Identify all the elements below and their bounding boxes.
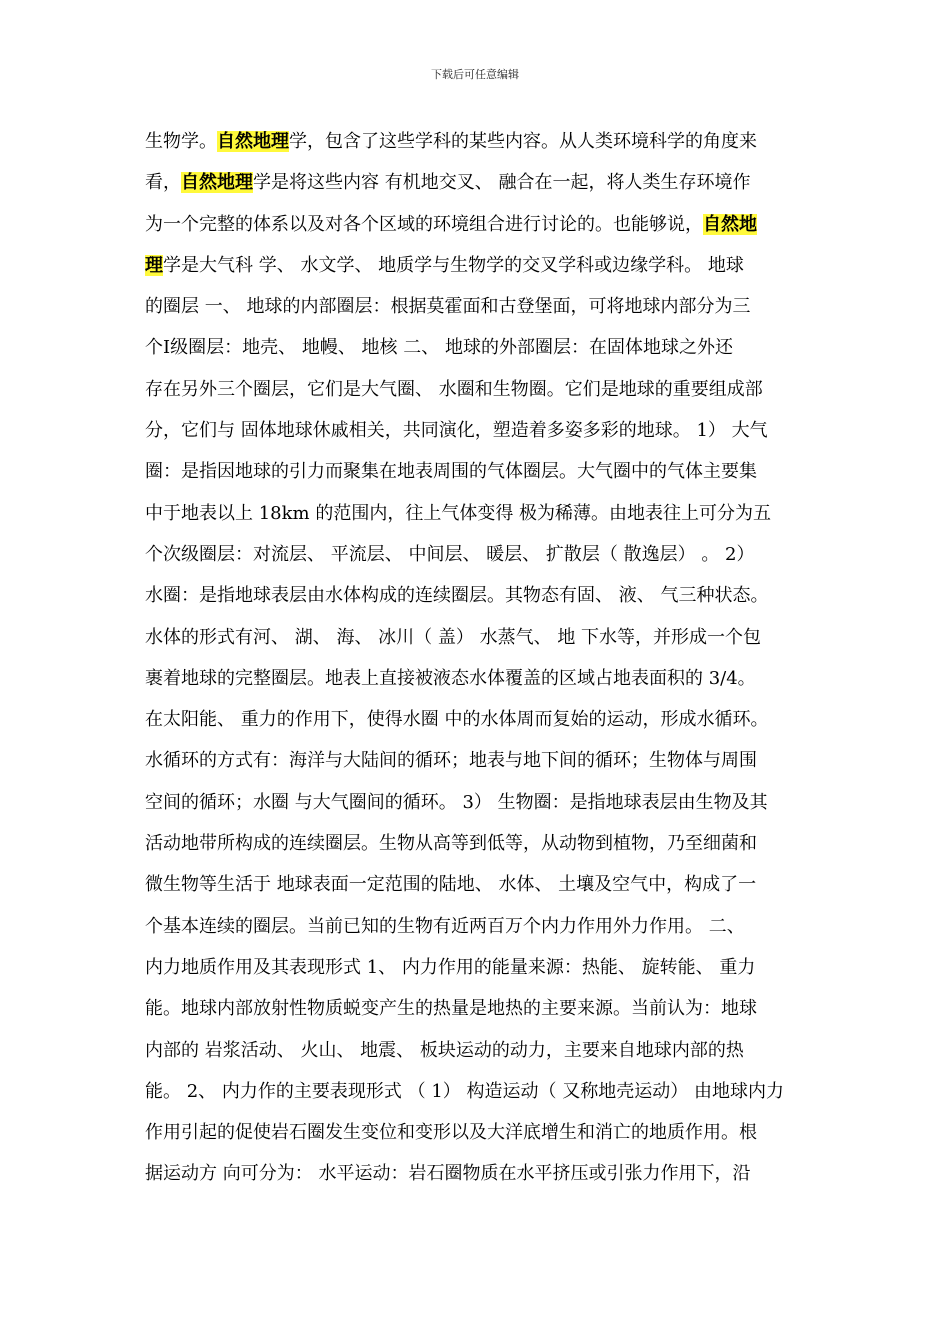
text-run: 看， xyxy=(145,172,181,194)
text-line xyxy=(145,823,835,864)
text-line xyxy=(145,1112,835,1153)
text-line xyxy=(145,906,835,947)
text-line xyxy=(145,1030,835,1071)
text-run: 水循环的方式有：海洋与大陆间的循环；地表与地下间的循环；生物体与周围 xyxy=(145,750,757,772)
text-line xyxy=(145,493,835,534)
text-line xyxy=(145,699,835,740)
text-line xyxy=(145,782,835,823)
highlighted-term: 自然地理 xyxy=(217,131,289,152)
text-run: 学是将这些内容 有机地交叉、 融合在一起，将人类生存环境作 xyxy=(253,172,751,194)
text-run: 学是大气科 学、 水文学、 地质学与生物学的交叉学科或边缘学科。 地球 xyxy=(163,254,744,276)
text-run: 学，包含了这些学科的某些内容。从人类环境科学的角度来 xyxy=(289,131,757,152)
text-line xyxy=(145,286,835,327)
text-run: 个基本连续的圈层。当前已知的生物有近两百万个内力作用外力作用。 二、 xyxy=(145,915,745,937)
text-run: 生物学。 xyxy=(145,131,217,152)
text-run: 作用引起的促使岩石圈发生变位和变形以及大洋底增生和消亡的地质作用。根 xyxy=(145,1122,757,1144)
text-line xyxy=(145,245,835,286)
text-run: 个次级圈层：对流层、 平流层、 中间层、 暖层、 扩散层（ 散逸层） 。 2） xyxy=(145,543,755,565)
text-run: 圈：是指因地球的引力而聚集在地表周围的气体圈层。大气圈中的气体主要集 xyxy=(145,461,757,483)
text-run: 微生物等生活于 地球表面一定范围的陆地、 水体、 土壤及空气中，构成了一 xyxy=(145,874,757,896)
text-run: 存在另外三个圈层，它们是大气圈、 水圈和生物圈。它们是地球的重要组成部 xyxy=(145,378,763,400)
text-line xyxy=(145,740,835,781)
text-line xyxy=(145,617,835,658)
text-run: 能。 2、 内力作的主要表现形式 （ 1） 构造运动（ 又称地壳运动） 由地球内力 xyxy=(145,1080,784,1102)
text-line xyxy=(145,534,835,575)
page-header: 下载后可任意编辑 xyxy=(431,68,519,81)
text-line xyxy=(145,369,835,410)
text-run: 分，它们与 固体地球休戚相关，共同演化，塑造着多姿多彩的地球。 1） 大气 xyxy=(145,420,768,442)
text-line xyxy=(145,1153,835,1194)
text-line xyxy=(145,1071,835,1112)
text-line xyxy=(145,658,835,699)
text-line xyxy=(145,864,835,905)
document-body xyxy=(145,121,835,1195)
text-line xyxy=(145,121,835,162)
text-run: 为一个完整的体系以及对各个区域的环境组合进行讨论的。也能够说， xyxy=(145,213,703,235)
text-line xyxy=(145,988,835,1029)
text-run: 据运动方 向可分为： 水平运动：岩石圈物质在水平挤压或引张力作用下，沿 xyxy=(145,1163,751,1185)
text-run: 的圈层 一、 地球的内部圈层：根据莫霍面和古登堡面，可将地球内部分为三 xyxy=(145,296,751,318)
text-line xyxy=(145,327,835,368)
text-run: 中于地表以上 18km 的范围内，往上气体变得 极为稀薄。由地表往上可分为五 xyxy=(145,502,772,524)
highlighted-term: 理 xyxy=(145,254,163,276)
text-run: 在太阳能、 重力的作用下，使得水圈 中的水体周而复始的运动，形成水循环。 xyxy=(145,709,769,731)
text-line xyxy=(145,410,835,451)
text-run: 裹着地球的完整圈层。地表上直接被液态水体覆盖的区域占地表面积的 3/4。 xyxy=(145,667,756,689)
text-line xyxy=(145,451,835,492)
text-run: 能。地球内部放射性物质蜕变产生的热量是地热的主要来源。当前认为：地球 xyxy=(145,998,757,1020)
text-run: 内力地质作用及其表现形式 1、 内力作用的能量来源：热能、 旋转能、 重力 xyxy=(145,956,756,978)
text-line xyxy=(145,162,835,203)
text-run: 活动地带所构成的连续圈层。生物从高等到低等，从动物到植物，乃至细菌和 xyxy=(145,833,757,855)
text-run: 空间的循环；水圈 与大气圈间的循环。 3） 生物圈：是指地球表层由生物及其 xyxy=(145,791,768,813)
text-run: 水体的形式有河、 湖、 海、 冰川（ 盖） 水蒸气、 地 下水等，并形成一个包 xyxy=(145,626,762,648)
text-run: 内部的 岩浆活动、 火山、 地震、 板块运动的动力，主要来自地球内部的热 xyxy=(145,1039,744,1061)
text-line xyxy=(145,204,835,245)
highlighted-term: 自然地 xyxy=(703,213,757,235)
text-run: 水圈：是指地球表层由水体构成的连续圈层。其物态有固、 液、 气三种状态。 xyxy=(145,585,769,607)
text-line xyxy=(145,575,835,616)
text-line xyxy=(145,947,835,988)
highlighted-term: 自然地理 xyxy=(181,172,253,194)
text-run: 个Ⅰ级圈层：地壳、 地幔、 地核 二、 地球的外部圈层：在固体地球之外还 xyxy=(145,337,733,359)
